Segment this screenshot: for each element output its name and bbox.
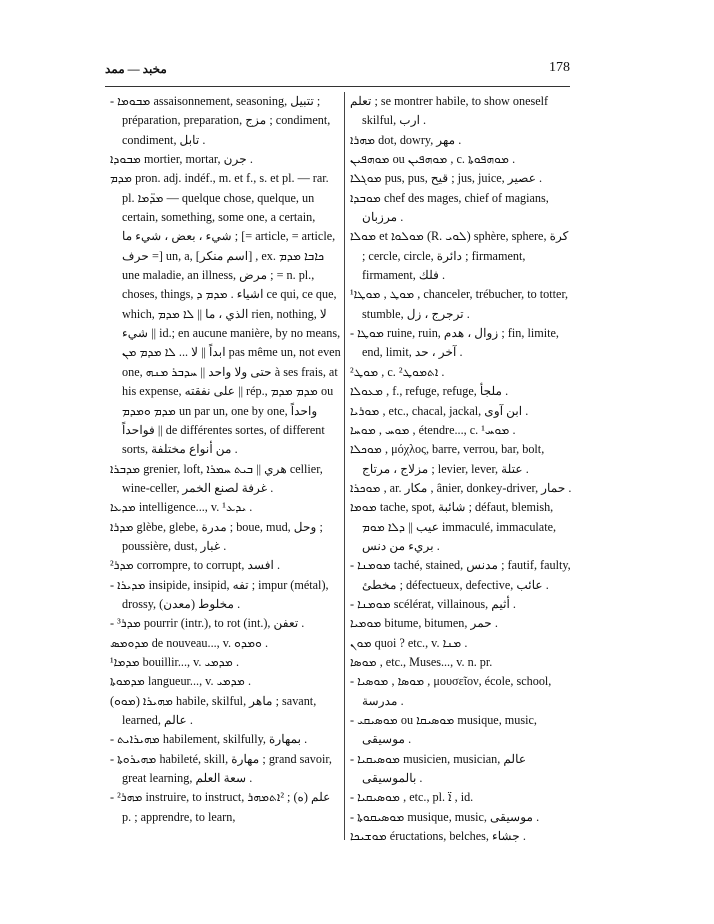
dictionary-entry — [350, 169, 572, 188]
entry-text: ܡܥܘܠܐ , f., refuge, refuge, ملجأ . — [350, 384, 509, 399]
entry-text: ܡܘܒܕܐ chef des mages, chief of magians, مرزبان . — [350, 190, 549, 225]
dictionary-entry — [350, 285, 572, 324]
entry-text: ܡܕܡܘܬܐ langueur..., v. ܡܕܡܝ . — [110, 674, 252, 689]
dictionary-entry — [110, 498, 342, 517]
page-number: 178 — [549, 60, 570, 75]
dictionary-entry — [110, 460, 342, 499]
entry-text: (ܡܘܘ) ܡܗܝܪܐ habile, skilful, ماهر ; savant, learned, عالم . — [110, 693, 317, 727]
dictionary-entry — [350, 440, 572, 479]
entry-text: ܡܘܢ quoi ? etc., v. ܡܢܐ . — [350, 635, 468, 650]
running-head: مخبد — ممد — [105, 62, 167, 76]
dictionary-entry — [110, 169, 342, 459]
dictionary-entry — [110, 518, 342, 557]
dictionary-entry — [350, 363, 572, 382]
dictionary-entry — [350, 421, 572, 440]
entry-text: - ²ܡܗܪ instruire, to instruct, علم (ه) ; ²ܐܬܡܗܪ p. ; apprendre, to learn, — [110, 790, 331, 824]
dictionary-entry — [350, 131, 572, 150]
dictionary-entry — [110, 672, 342, 691]
entry-text: - ܡܘܣܝܩܝܐ , etc., pl. ܐ̈ , id. — [350, 790, 474, 805]
entry-text: ܡܗܪܐ dot, dowry, مهر . — [350, 132, 462, 147]
entry-text: - ܡܘܣܝܩܝܐ musicien, musician, عالم بالموسيقى . — [350, 751, 527, 786]
header-rule — [105, 86, 570, 87]
entry-text: - ܡܘܣܝܩܘܬܐ musique, music, موسيقى . — [350, 809, 540, 824]
dictionary-entry — [350, 711, 572, 750]
entry-text: ܡܘܗܦܝܢ ou ܡܘܗܦܝܢ , c. ܡܘܗܦܘܬܐ . — [350, 152, 516, 167]
dictionary-entry — [110, 614, 342, 633]
entry-text: ܡܘܫܝܟܐ éructations, belches, جشاء . — [350, 829, 526, 844]
entry-text: ܡܘܠܐ et ܡܘܠܘܐ (R. ܠܘܝ) sphère, sphere, كرة ; cercle, circle, دائرة ; firmament, firmament, فلك . — [350, 229, 569, 283]
entry-text: - ܡܘܡܢܐ scélérat, villainous, أثيم . — [350, 596, 516, 611]
left-column — [110, 92, 342, 827]
dictionary-entry — [350, 653, 572, 672]
entry-text: - ܡܘܡܢܐ taché, stained, مدنس ; fautif, faulty, مخطئ ; défectueux, defective, عائب . — [350, 558, 571, 592]
dictionary-entry — [350, 92, 572, 131]
entry-text: - ܡܘܣܝܩܝ ou ܡܘܣܝܩܐ musique, music, موسيقى . — [350, 713, 537, 747]
entry-text: - ܡܘܛܐ ruine, ruin, زوال ، هدم ; fin, limite, end, limit, آخر ، حد . — [350, 326, 559, 360]
entry-text: تعلم ; se montrer habile, to show oneself skilful, ارب . — [350, 94, 549, 128]
entry-text: ²ܡܘܛ , c. ²ܐܬܡܘܛ . — [350, 364, 445, 379]
dictionary-entry — [350, 808, 572, 827]
dictionary-entry — [350, 382, 572, 401]
entry-text: ܡܘܟܠܐ , μόχλος, barre, verrou, bar, bolt, مزلاج ، مرتاج ; levier, lever, عتلة . — [350, 442, 545, 476]
right-column — [350, 92, 572, 846]
entry-text: ܡܘܚ , ܡܘܚܐ , étendre..., c. ¹ܡܘܚ . — [350, 422, 516, 437]
entry-text: - ܡܘܣܐ , ܡܘܣܝܐ , μουσεῖον, école, school, مدرسة . — [350, 674, 552, 708]
dictionary-entry — [350, 324, 572, 363]
dictionary-entry — [110, 92, 342, 150]
dictionary-entry — [350, 595, 572, 614]
dictionary-entry — [110, 576, 342, 615]
entry-text: - ܡܒܘܡܐ assaisonnement, seasoning, تتبيل ; préparation, preparation, مزج ; condiment, condiment, تابل . — [110, 94, 331, 147]
dictionary-entry — [110, 556, 342, 575]
page-header — [105, 62, 570, 80]
column-divider — [344, 92, 345, 840]
entry-text: ܡܘܟܪܐ , ar. مكار , ânier, donkey-driver, حمار . — [350, 480, 572, 495]
dictionary-entry — [110, 730, 342, 749]
dictionary-entry — [350, 556, 572, 595]
dictionary-entry — [350, 672, 572, 711]
entry-text: ܡܕܪܐ glèbe, glebe, مدرة ; boue, mud, وحل ; poussière, dust, غبار . — [110, 519, 323, 553]
dictionary-entry — [350, 827, 572, 846]
entry-text: ܡܒܘܕܐ mortier, mortar, جرن . — [110, 152, 253, 167]
entry-text: - ܡܗܝܪܐܝܬ habilement, skilfully, بمهارة . — [110, 732, 308, 747]
dictionary-entry — [350, 614, 572, 633]
entry-text: ¹ܡܕܡܐ bouillir..., v. ܡܕܡܝ . — [110, 654, 239, 669]
entry-text: ܡܘܣܐ , etc., Muses..., v. n. pr. — [350, 654, 493, 669]
dictionary-entry — [350, 788, 572, 807]
dictionary-entry — [110, 634, 342, 653]
entry-text: ܡܘܓܠܐ pus, pus, قيح ; jus, juice, عصير . — [350, 171, 543, 186]
entry-text: ܡܕܥܐ intelligence..., v. ¹ܝܕܥ . — [110, 500, 253, 515]
dictionary-entry — [350, 498, 572, 556]
dictionary-entry — [350, 150, 572, 169]
entry-text: ²ܡܕܪ corrompre, to corrupt, افسد . — [110, 558, 281, 573]
dictionary-entry — [110, 750, 342, 789]
entry-text: - ܡܗܝܪܘܬܐ habileté, skill, مهارة ; grand savoir, great learning, سعة العلم . — [110, 751, 332, 786]
entry-text: ¹ܡܘܛ , ܡܘܛܐ , chanceler, trébucher, to totter, stumble, ترجرج ، زل . — [350, 287, 569, 321]
entry-text: ܡܕܘܡܣ de nouveau..., v. ܘܡܕܘ . — [110, 635, 269, 650]
dictionary-entry — [110, 692, 342, 731]
dictionary-entry — [350, 189, 572, 228]
dictionary-entry — [350, 634, 572, 653]
entry-text: ܡܘܡܐ tache, spot, شائبة ; défaut, blemish, عيب || ܕܠܐ ܡܘܡ immaculé, immaculate, بريء من دنس . — [350, 500, 557, 553]
dictionary-entry — [110, 788, 342, 827]
dictionary-entry — [110, 653, 342, 672]
dictionary-entry — [350, 227, 572, 285]
dictionary-entry — [350, 750, 572, 789]
entry-text: ܡܕܒܪܐ grenier, loft, هري || ܒܝܬ ܚܡܪܐ cellier, wine-celler, غرفة لصنع الخمر . — [110, 461, 323, 495]
entry-text: - ³ܡܕܪ pourrir (intr.), to rot (int.), تعفن . — [110, 616, 305, 631]
entry-text: ܡܘܡܝܐ bitume, bitumen, حمر . — [350, 616, 498, 631]
entry-text: ܡܕܡ pron. adj. indéf., m. et f., s. et pl. — rar. pl. ܡܕ̈ܡܐ — quelque chose, quelque, un certain, something, some one, a certain, شيء ، بعض ، شيء ما ; [= article, = article, حرف =] un, a, [اسم منكر] , ex. ܟܐܒܐ ܡܕܡ une maladie, an illness, مرض ; = n. pl., choses, things, اشياء . ܡܕܡ ܕ ce qui, ce que, which, الذي ، ما || ܠܐ ܡܕܡ rien, nothing, لا شيء || id.; en aucune manière, by no means, ابداً || لا ... ܠܐ ܡܕܡ ܡܢ pas même un, not even one, حتى ولا واحد || ܚܕܒܪ ܡܢܗ à ses frais, at his expense, على نفقته || rép., ܡܕܡ ܡܕܡ ou ܡܕܡ ܘܡܕܡ un par un, one by one, واحداً فواحداً || de différentes sortes, of different sorts, من أنواع مختلفة . — [110, 171, 341, 457]
dictionary-entry — [110, 150, 342, 169]
dictionary-entry — [350, 479, 572, 498]
entry-text: - ܡܕܝܪܐ insipide, insipid, تفه ; impur (métal), drossy, (معدن) مخلوط . — [110, 577, 329, 611]
dictionary-entry — [350, 402, 572, 421]
entry-text: ܡܘܪܝܐ , etc., chacal, jackal, ابن آوى . — [350, 403, 529, 418]
